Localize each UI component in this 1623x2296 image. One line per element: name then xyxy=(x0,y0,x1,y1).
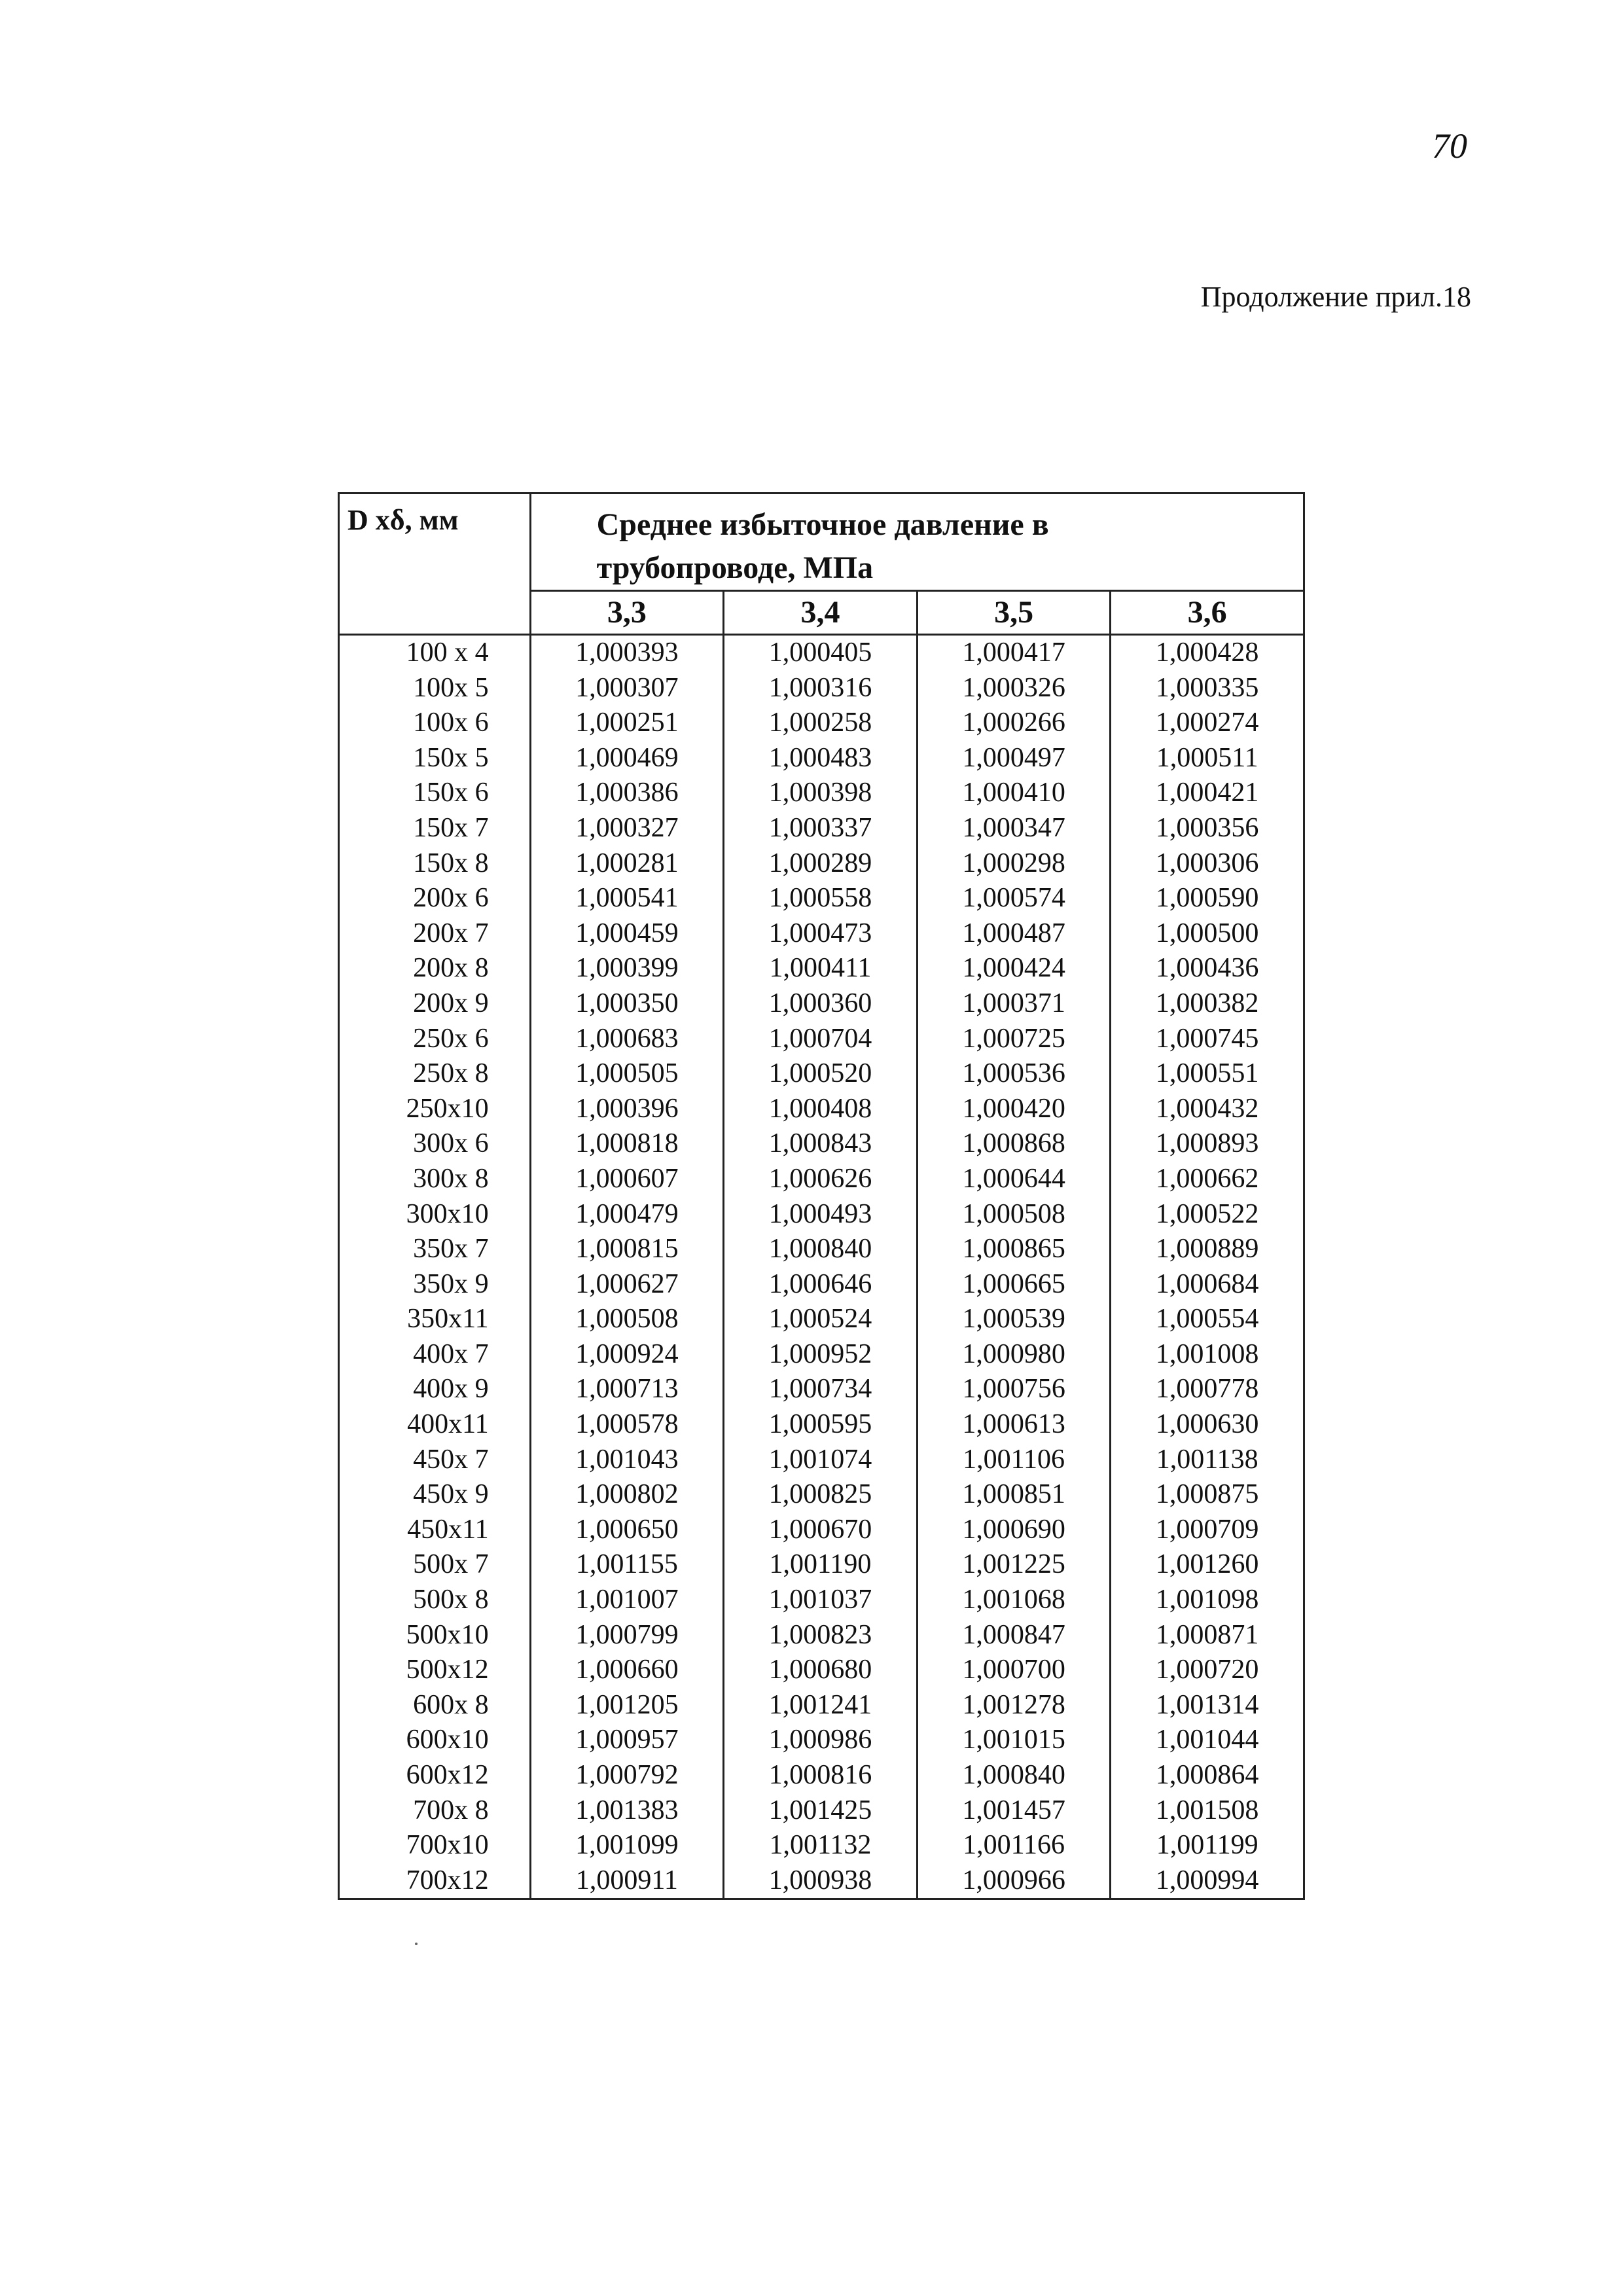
cell-coefficient: 1,001043 xyxy=(530,1443,724,1478)
cell-coefficient: 1,000483 xyxy=(724,741,918,776)
table-row xyxy=(339,706,1304,741)
cell-coefficient: 1,000436 xyxy=(1111,951,1304,986)
cell-pipe-size: 300х10 xyxy=(339,1197,531,1232)
cell-coefficient: 1,000683 xyxy=(530,1022,724,1057)
cell-coefficient: 1,000893 xyxy=(1111,1126,1304,1162)
cell-coefficient: 1,000662 xyxy=(1111,1162,1304,1197)
cell-coefficient: 1,000360 xyxy=(724,986,918,1022)
cell-coefficient: 1,001155 xyxy=(530,1547,724,1583)
cell-coefficient: 1,000644 xyxy=(917,1162,1111,1197)
cell-coefficient: 1,000398 xyxy=(724,776,918,811)
cell-coefficient: 1,000938 xyxy=(724,1863,918,1899)
cell-coefficient: 1,000713 xyxy=(530,1372,724,1407)
cell-coefficient: 1,000335 xyxy=(1111,671,1304,706)
cell-coefficient: 1,000650 xyxy=(530,1513,724,1548)
cell-coefficient: 1,000825 xyxy=(724,1477,918,1513)
cell-pipe-size: 200х 8 xyxy=(339,951,531,986)
cell-pipe-size: 400х11 xyxy=(339,1407,531,1443)
table-row xyxy=(339,671,1304,706)
cell-coefficient: 1,000536 xyxy=(917,1056,1111,1092)
cell-coefficient: 1,000432 xyxy=(1111,1092,1304,1127)
cell-pipe-size: 700х12 xyxy=(339,1863,531,1899)
cell-coefficient: 1,000493 xyxy=(724,1197,918,1232)
cell-coefficient: 1,001007 xyxy=(530,1583,724,1618)
cell-coefficient: 1,000316 xyxy=(724,671,918,706)
cell-coefficient: 1,000994 xyxy=(1111,1863,1304,1899)
table-row xyxy=(339,881,1304,916)
cell-coefficient: 1,000778 xyxy=(1111,1372,1304,1407)
cell-pipe-size: 250х 6 xyxy=(339,1022,531,1057)
cell-coefficient: 1,000590 xyxy=(1111,881,1304,916)
table-row xyxy=(339,1126,1304,1162)
cell-coefficient: 1,000511 xyxy=(1111,741,1304,776)
cell-coefficient: 1,000680 xyxy=(724,1653,918,1688)
cell-coefficient: 1,000405 xyxy=(724,635,918,671)
cell-coefficient: 1,000522 xyxy=(1111,1197,1304,1232)
cell-coefficient: 1,000459 xyxy=(530,916,724,952)
cell-coefficient: 1,000524 xyxy=(724,1302,918,1337)
cell-coefficient: 1,000986 xyxy=(724,1723,918,1758)
cell-coefficient: 1,001098 xyxy=(1111,1583,1304,1618)
cell-coefficient: 1,000508 xyxy=(917,1197,1111,1232)
cell-coefficient: 1,000871 xyxy=(1111,1618,1304,1653)
cell-coefficient: 1,000595 xyxy=(724,1407,918,1443)
pressure-coefficient-table xyxy=(338,492,1305,1900)
cell-coefficient: 1,000704 xyxy=(724,1022,918,1057)
table-row xyxy=(339,811,1304,846)
cell-pipe-size: 350х 7 xyxy=(339,1232,531,1267)
cell-coefficient: 1,000350 xyxy=(530,986,724,1022)
table-row xyxy=(339,1443,1304,1478)
cell-coefficient: 1,000558 xyxy=(724,881,918,916)
cell-coefficient: 1,000690 xyxy=(917,1513,1111,1548)
table-row xyxy=(339,1302,1304,1337)
cell-coefficient: 1,000823 xyxy=(724,1618,918,1653)
cell-pipe-size: 100х 5 xyxy=(339,671,531,706)
cell-coefficient: 1,000802 xyxy=(530,1477,724,1513)
cell-coefficient: 1,001037 xyxy=(724,1583,918,1618)
table-row xyxy=(339,1477,1304,1513)
cell-coefficient: 1,000539 xyxy=(917,1302,1111,1337)
table-row xyxy=(339,1162,1304,1197)
cell-coefficient: 1,000410 xyxy=(917,776,1111,811)
cell-coefficient: 1,000347 xyxy=(917,811,1111,846)
cell-coefficient: 1,000393 xyxy=(530,635,724,671)
cell-coefficient: 1,000613 xyxy=(917,1407,1111,1443)
cell-coefficient: 1,000326 xyxy=(917,671,1111,706)
cell-coefficient: 1,001068 xyxy=(917,1583,1111,1618)
cell-coefficient: 1,001241 xyxy=(724,1688,918,1723)
table-row xyxy=(339,1758,1304,1793)
cell-coefficient: 1,000980 xyxy=(917,1337,1111,1372)
cell-coefficient: 1,000487 xyxy=(917,916,1111,952)
cell-coefficient: 1,001099 xyxy=(530,1828,724,1863)
cell-coefficient: 1,000911 xyxy=(530,1863,724,1899)
cell-coefficient: 1,000734 xyxy=(724,1372,918,1407)
cell-coefficient: 1,000646 xyxy=(724,1267,918,1302)
header-average-pressure: Среднее избыточное давление в трубопроводе, МПа xyxy=(530,493,1304,591)
cell-pipe-size: 700х10 xyxy=(339,1828,531,1863)
table-row xyxy=(339,916,1304,952)
cell-pipe-size: 300х 6 xyxy=(339,1126,531,1162)
cell-coefficient: 1,000289 xyxy=(724,846,918,882)
cell-coefficient: 1,000420 xyxy=(917,1092,1111,1127)
header-diameter-thickness: D хδ, мм xyxy=(339,493,531,635)
table-row xyxy=(339,1688,1304,1723)
cell-coefficient: 1,001138 xyxy=(1111,1443,1304,1478)
table-row xyxy=(339,1547,1304,1583)
cell-coefficient: 1,000966 xyxy=(917,1863,1111,1899)
table-row xyxy=(339,1583,1304,1618)
cell-pipe-size: 600х10 xyxy=(339,1723,531,1758)
cell-coefficient: 1,000578 xyxy=(530,1407,724,1443)
cell-coefficient: 1,001008 xyxy=(1111,1337,1304,1372)
table-row xyxy=(339,635,1304,671)
cell-coefficient: 1,000428 xyxy=(1111,635,1304,671)
table-row xyxy=(339,1267,1304,1302)
cell-coefficient: 1,001425 xyxy=(724,1793,918,1829)
cell-coefficient: 1,000327 xyxy=(530,811,724,846)
cell-coefficient: 1,000607 xyxy=(530,1162,724,1197)
table-row xyxy=(339,741,1304,776)
cell-coefficient: 1,001205 xyxy=(530,1688,724,1723)
cell-coefficient: 1,000709 xyxy=(1111,1513,1304,1548)
cell-coefficient: 1,000500 xyxy=(1111,916,1304,952)
cell-coefficient: 1,000957 xyxy=(530,1723,724,1758)
cell-coefficient: 1,000541 xyxy=(530,881,724,916)
table-row xyxy=(339,1793,1304,1829)
table-row xyxy=(339,1513,1304,1548)
cell-coefficient: 1,000847 xyxy=(917,1618,1111,1653)
table-row xyxy=(339,1197,1304,1232)
cell-coefficient: 1,000725 xyxy=(917,1022,1111,1057)
cell-coefficient: 1,000251 xyxy=(530,706,724,741)
cell-pipe-size: 250х 8 xyxy=(339,1056,531,1092)
cell-coefficient: 1,000626 xyxy=(724,1162,918,1197)
cell-coefficient: 1,000840 xyxy=(724,1232,918,1267)
cell-coefficient: 1,000627 xyxy=(530,1267,724,1302)
table-row xyxy=(339,776,1304,811)
cell-pipe-size: 500х12 xyxy=(339,1653,531,1688)
cell-pipe-size: 200х 9 xyxy=(339,986,531,1022)
cell-coefficient: 1,000630 xyxy=(1111,1407,1304,1443)
table-row xyxy=(339,951,1304,986)
cell-coefficient: 1,000924 xyxy=(530,1337,724,1372)
cell-coefficient: 1,000479 xyxy=(530,1197,724,1232)
cell-coefficient: 1,000306 xyxy=(1111,846,1304,882)
cell-coefficient: 1,000851 xyxy=(917,1477,1111,1513)
cell-coefficient: 1,000497 xyxy=(917,741,1111,776)
cell-pipe-size: 500х10 xyxy=(339,1618,531,1653)
table-row xyxy=(339,846,1304,882)
cell-coefficient: 1,000816 xyxy=(724,1758,918,1793)
table-row xyxy=(339,1828,1304,1863)
cell-coefficient: 1,000756 xyxy=(917,1372,1111,1407)
cell-pipe-size: 100х 6 xyxy=(339,706,531,741)
cell-coefficient: 1,001508 xyxy=(1111,1793,1304,1829)
cell-coefficient: 1,000473 xyxy=(724,916,918,952)
cell-coefficient: 1,001260 xyxy=(1111,1547,1304,1583)
cell-coefficient: 1,000382 xyxy=(1111,986,1304,1022)
cell-coefficient: 1,000298 xyxy=(917,846,1111,882)
table-row xyxy=(339,1407,1304,1443)
cell-coefficient: 1,000840 xyxy=(917,1758,1111,1793)
cell-coefficient: 1,000266 xyxy=(917,706,1111,741)
cell-coefficient: 1,000665 xyxy=(917,1267,1111,1302)
cell-coefficient: 1,000865 xyxy=(917,1232,1111,1267)
table-row xyxy=(339,1372,1304,1407)
cell-coefficient: 1,000371 xyxy=(917,986,1111,1022)
cell-coefficient: 1,000520 xyxy=(724,1056,918,1092)
cell-pipe-size: 150х 5 xyxy=(339,741,531,776)
cell-coefficient: 1,000875 xyxy=(1111,1477,1304,1513)
cell-pipe-size: 450х 7 xyxy=(339,1443,531,1478)
cell-coefficient: 1,001457 xyxy=(917,1793,1111,1829)
table-body xyxy=(339,635,1304,1899)
cell-coefficient: 1,000551 xyxy=(1111,1056,1304,1092)
cell-coefficient: 1,000670 xyxy=(724,1513,918,1548)
cell-coefficient: 1,000411 xyxy=(724,951,918,986)
cell-pipe-size: 150х 7 xyxy=(339,811,531,846)
cell-coefficient: 1,000408 xyxy=(724,1092,918,1127)
cell-pipe-size: 450х11 xyxy=(339,1513,531,1548)
cell-pipe-size: 600х12 xyxy=(339,1758,531,1793)
cell-coefficient: 1,000889 xyxy=(1111,1232,1304,1267)
cell-coefficient: 1,001106 xyxy=(917,1443,1111,1478)
cell-coefficient: 1,001383 xyxy=(530,1793,724,1829)
cell-coefficient: 1,000700 xyxy=(917,1653,1111,1688)
table-row xyxy=(339,1022,1304,1057)
header-pressure-col: 3,4 xyxy=(724,591,918,635)
cell-pipe-size: 250х10 xyxy=(339,1092,531,1127)
cell-pipe-size: 500х 7 xyxy=(339,1547,531,1583)
cell-coefficient: 1,001225 xyxy=(917,1547,1111,1583)
cell-coefficient: 1,001199 xyxy=(1111,1828,1304,1863)
cell-pipe-size: 150х 8 xyxy=(339,846,531,882)
cell-coefficient: 1,000337 xyxy=(724,811,918,846)
cell-coefficient: 1,000274 xyxy=(1111,706,1304,741)
cell-pipe-size: 500х 8 xyxy=(339,1583,531,1618)
cell-pipe-size: 100 х 4 xyxy=(339,635,531,671)
cell-coefficient: 1,001190 xyxy=(724,1547,918,1583)
cell-coefficient: 1,000952 xyxy=(724,1337,918,1372)
scan-speck xyxy=(415,1943,418,1945)
cell-coefficient: 1,000281 xyxy=(530,846,724,882)
cell-coefficient: 1,001044 xyxy=(1111,1723,1304,1758)
cell-coefficient: 1,000815 xyxy=(530,1232,724,1267)
cell-pipe-size: 400х 7 xyxy=(339,1337,531,1372)
cell-pipe-size: 450х 9 xyxy=(339,1477,531,1513)
table-row xyxy=(339,986,1304,1022)
cell-coefficient: 1,000684 xyxy=(1111,1267,1304,1302)
table-row xyxy=(339,1863,1304,1899)
cell-coefficient: 1,000868 xyxy=(917,1126,1111,1162)
cell-pipe-size: 300х 8 xyxy=(339,1162,531,1197)
cell-coefficient: 1,001015 xyxy=(917,1723,1111,1758)
header-pressure-col: 3,6 xyxy=(1111,591,1304,635)
cell-coefficient: 1,000574 xyxy=(917,881,1111,916)
cell-coefficient: 1,000843 xyxy=(724,1126,918,1162)
cell-coefficient: 1,000421 xyxy=(1111,776,1304,811)
table-row xyxy=(339,1653,1304,1688)
cell-pipe-size: 600х 8 xyxy=(339,1688,531,1723)
cell-coefficient: 1,000258 xyxy=(724,706,918,741)
cell-pipe-size: 350х11 xyxy=(339,1302,531,1337)
cell-coefficient: 1,000660 xyxy=(530,1653,724,1688)
continuation-label: Продолжение прил.18 xyxy=(1200,281,1471,313)
cell-coefficient: 1,000396 xyxy=(530,1092,724,1127)
cell-coefficient: 1,000469 xyxy=(530,741,724,776)
cell-coefficient: 1,000508 xyxy=(530,1302,724,1337)
cell-coefficient: 1,000356 xyxy=(1111,811,1304,846)
cell-coefficient: 1,001314 xyxy=(1111,1688,1304,1723)
table-row xyxy=(339,1618,1304,1653)
cell-coefficient: 1,000505 xyxy=(530,1056,724,1092)
cell-coefficient: 1,000399 xyxy=(530,951,724,986)
cell-coefficient: 1,000745 xyxy=(1111,1022,1304,1057)
cell-pipe-size: 200х 7 xyxy=(339,916,531,952)
cell-coefficient: 1,000307 xyxy=(530,671,724,706)
page-number: 70 xyxy=(1432,126,1467,166)
cell-coefficient: 1,000720 xyxy=(1111,1653,1304,1688)
table-row xyxy=(339,1056,1304,1092)
header-pressure-col: 3,3 xyxy=(530,591,724,635)
table-row xyxy=(339,1723,1304,1758)
cell-coefficient: 1,001132 xyxy=(724,1828,918,1863)
cell-coefficient: 1,000792 xyxy=(530,1758,724,1793)
table-row xyxy=(339,1337,1304,1372)
cell-coefficient: 1,000386 xyxy=(530,776,724,811)
cell-coefficient: 1,000799 xyxy=(530,1618,724,1653)
cell-coefficient: 1,000864 xyxy=(1111,1758,1304,1793)
table-row xyxy=(339,1232,1304,1267)
cell-pipe-size: 700х 8 xyxy=(339,1793,531,1829)
table-row xyxy=(339,1092,1304,1127)
cell-coefficient: 1,000554 xyxy=(1111,1302,1304,1337)
cell-pipe-size: 350х 9 xyxy=(339,1267,531,1302)
cell-coefficient: 1,000818 xyxy=(530,1126,724,1162)
cell-coefficient: 1,001166 xyxy=(917,1828,1111,1863)
cell-coefficient: 1,000417 xyxy=(917,635,1111,671)
header-pressure-col: 3,5 xyxy=(917,591,1111,635)
cell-pipe-size: 200х 6 xyxy=(339,881,531,916)
cell-coefficient: 1,001074 xyxy=(724,1443,918,1478)
cell-pipe-size: 150х 6 xyxy=(339,776,531,811)
cell-pipe-size: 400х 9 xyxy=(339,1372,531,1407)
cell-coefficient: 1,001278 xyxy=(917,1688,1111,1723)
cell-coefficient: 1,000424 xyxy=(917,951,1111,986)
